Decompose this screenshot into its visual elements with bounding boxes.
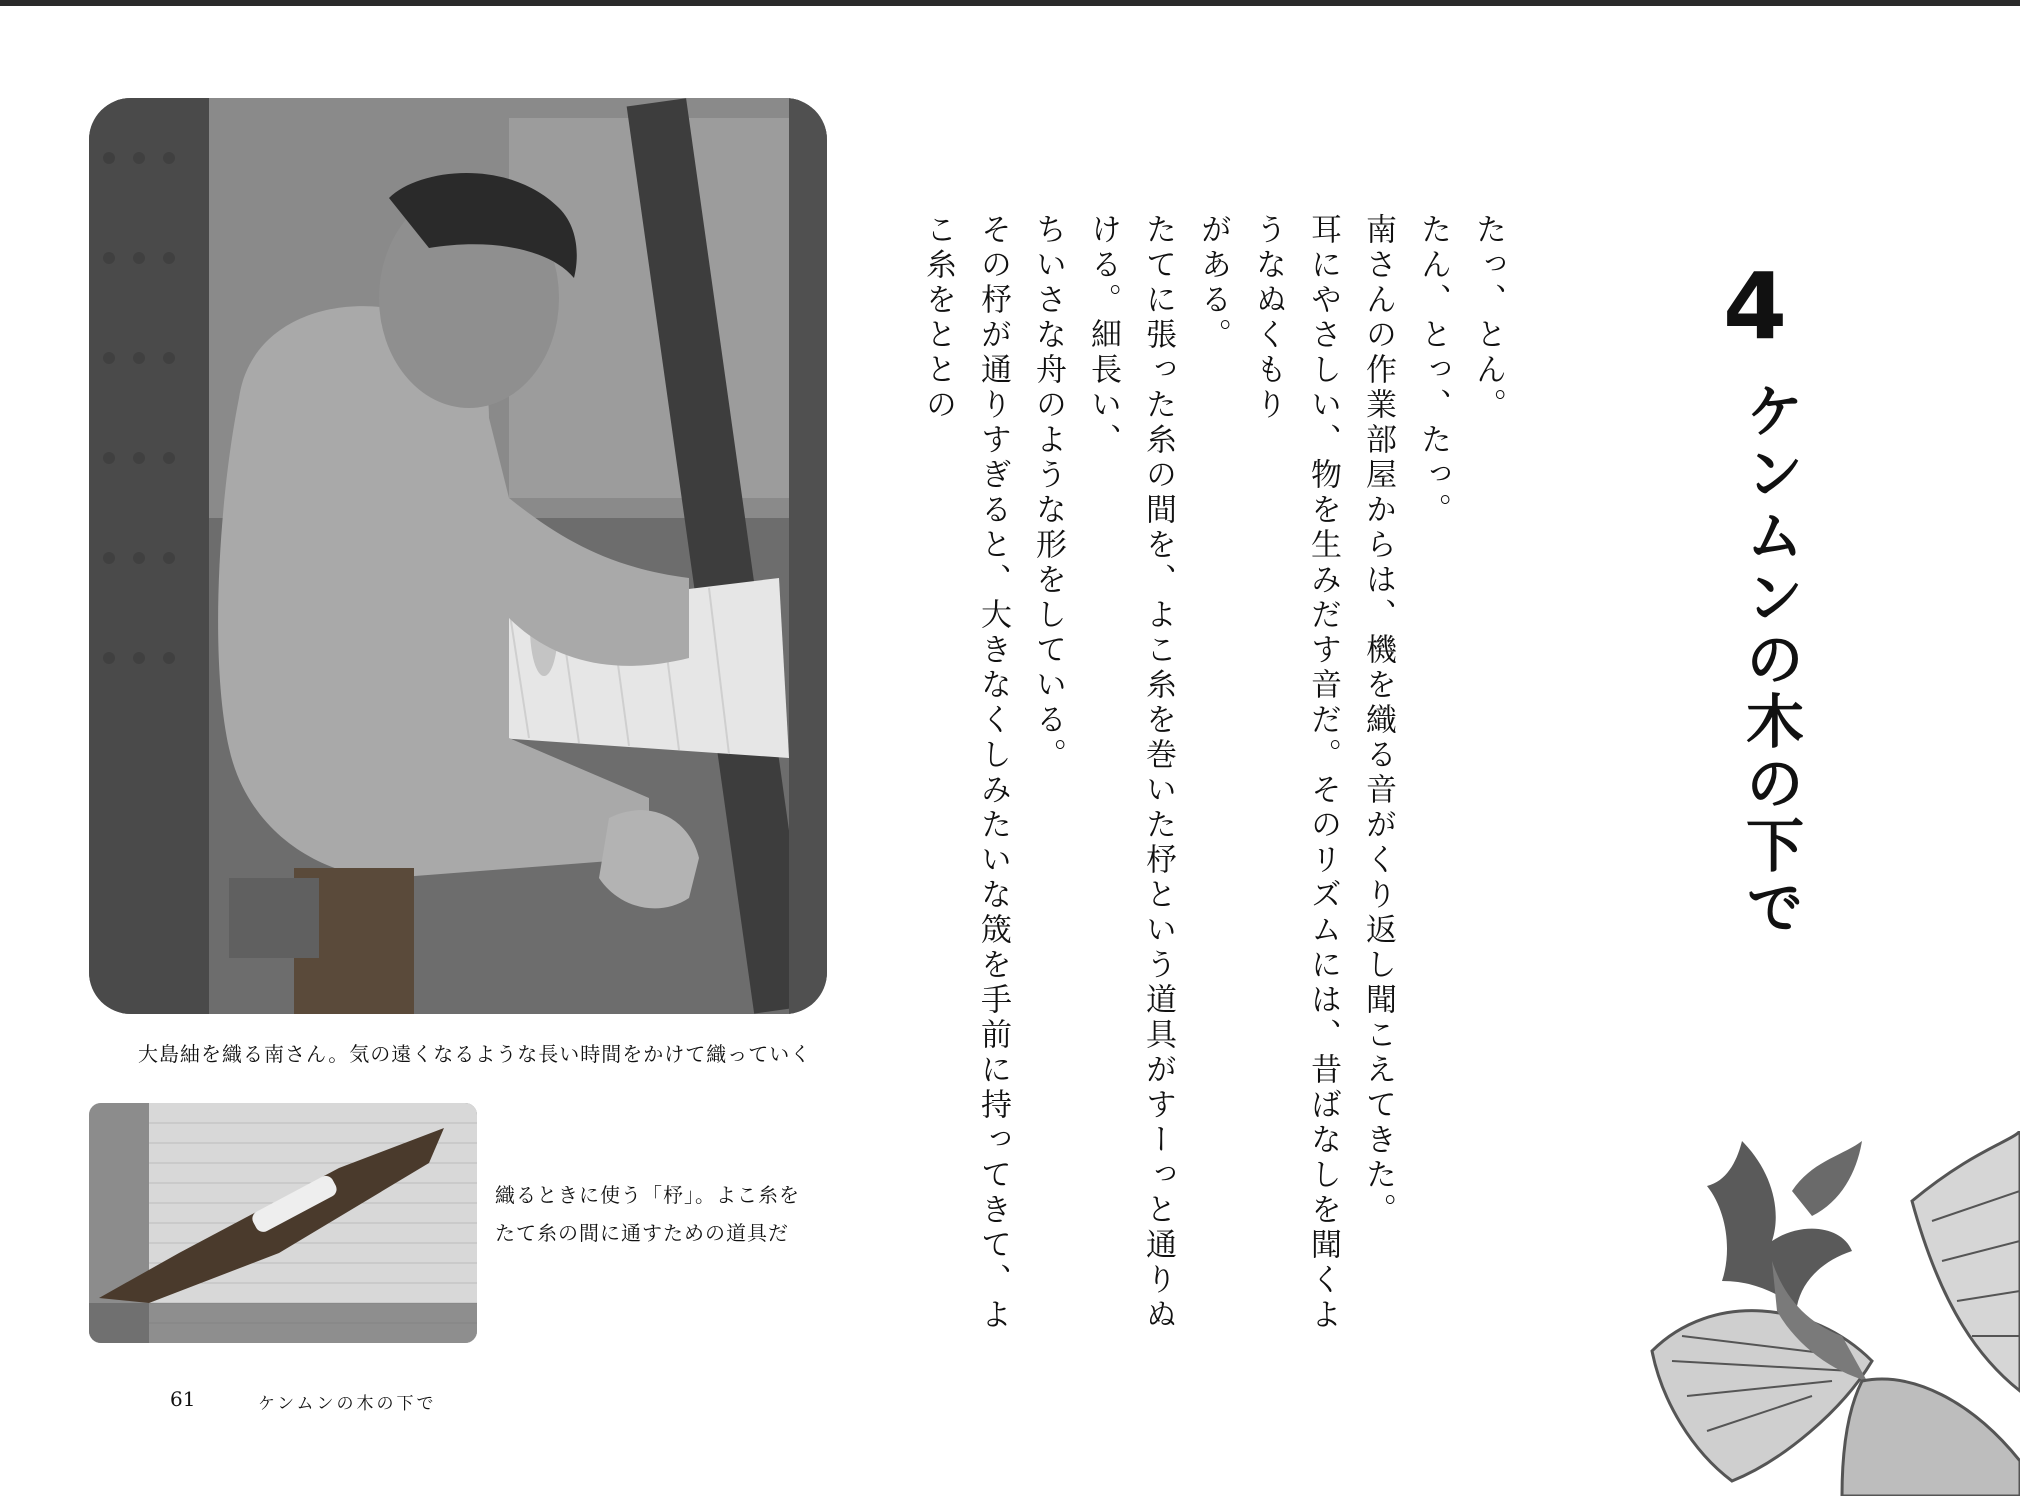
main-photo-caption: 大島紬を織る南さん。気の遠くなるような長い時間をかけて織っていく (138, 1042, 812, 1066)
book-spread (0, 6, 2020, 1490)
shuttle-photo-graphic (89, 1103, 477, 1343)
body-line: 南さんの作業部屋からは、機を織る音がくり返し聞こえてきた。 (1360, 213, 1396, 1228)
body-text (920, 213, 1515, 1353)
weaver-photo-graphic (89, 98, 827, 1014)
shuttle-photo (89, 1103, 477, 1343)
shuttle-caption-line-1: 織るときに使う「杼」。よこ糸を (495, 1183, 800, 1207)
flower-leaf-illustration (1612, 1131, 2020, 1496)
body-line: たっ、とん。 (1470, 213, 1506, 423)
chapter-number: 4 (1722, 253, 1787, 360)
page-number: 61 (170, 1387, 196, 1411)
weaver-photo (89, 98, 827, 1014)
chapter-title: ケンムンの木の下で (1736, 381, 1804, 939)
shuttle-photo-caption (495, 1176, 825, 1252)
body-line: たてに張った糸の間を、よこ糸を巻いた杼という道具がすーっと通りぬける。細長い、 (1085, 213, 1176, 1333)
body-line: 耳にやさしい、物を生みだす音だ。そのリズムには、昔ばなしを聞くようなぬくもり (1250, 213, 1341, 1333)
body-line: がある。 (1195, 213, 1231, 353)
running-head: ケンムンの木の下で (258, 1394, 437, 1414)
body-line: ちいさな舟のような形をしている。 (1030, 213, 1066, 773)
shuttle-caption-line-2: たて糸の間に通すための道具だ (495, 1221, 789, 1245)
body-line: たん、とっ、たっ。 (1415, 213, 1451, 528)
body-line: その杼が通りすぎると、大きなくしみたいな筬を手前に持ってきて、よこ糸をととの (920, 213, 1011, 1333)
